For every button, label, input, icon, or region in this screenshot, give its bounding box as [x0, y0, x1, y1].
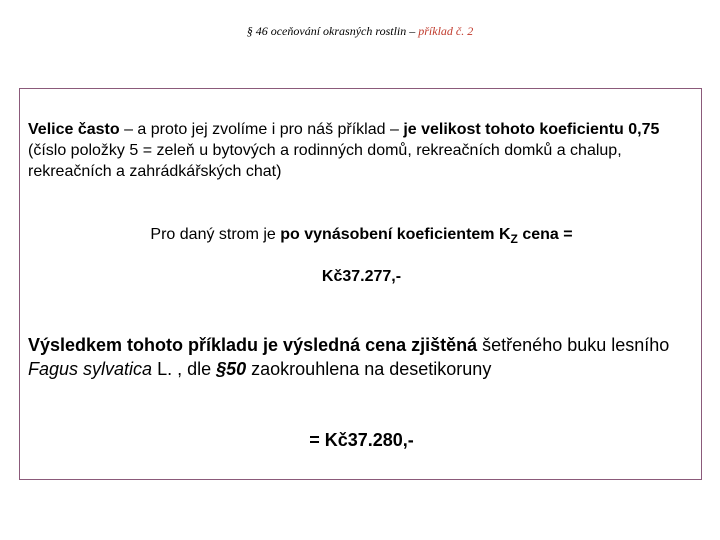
kz-subscript: Z — [510, 232, 518, 246]
final-price: = Kč37.280,- — [309, 430, 414, 450]
coefficient-bold-1: Velice často — [28, 121, 120, 138]
multiplication-bold: po vynásobení koeficientem K — [280, 226, 511, 243]
header-example-label: příklad č. 2 — [418, 24, 474, 38]
result-text-3: zaokrouhlena na desetikoruny — [246, 359, 492, 379]
multiplication-sentence — [20, 226, 703, 246]
coefficient-text-2: (číslo položky 5 = zeleň u bytových a rodinných domů, rekreačních domků a chalup, rekreačních a zahrádkářských chat) — [28, 142, 622, 180]
result-text-1: šetřeného buku lesního — [477, 335, 670, 355]
paragraph-reference: §50 — [216, 359, 247, 379]
result-bold: Výsledkem tohoto příkladu je výsledná cena zjištěná — [28, 335, 478, 355]
result-text-2: L. , dle — [152, 359, 217, 379]
coefficient-text-1: – a proto jej zvolíme i pro náš příklad – — [119, 121, 404, 138]
multiplication-text: Pro daný strom je — [150, 226, 281, 243]
header-title: § 46 oceňování okrasných rostlin – — [246, 24, 419, 38]
coefficient-bold-2: je velikost tohoto koeficientu 0,75 — [403, 121, 660, 138]
content-box — [19, 88, 702, 480]
coefficient-paragraph — [28, 119, 693, 182]
multiplication-bold-2: cena = — [517, 226, 573, 243]
result-paragraph — [28, 333, 696, 381]
slide-header — [0, 24, 720, 39]
species-name: Fagus sylvatica — [28, 359, 153, 379]
intermediate-price: Kč37.277,- — [321, 268, 402, 285]
